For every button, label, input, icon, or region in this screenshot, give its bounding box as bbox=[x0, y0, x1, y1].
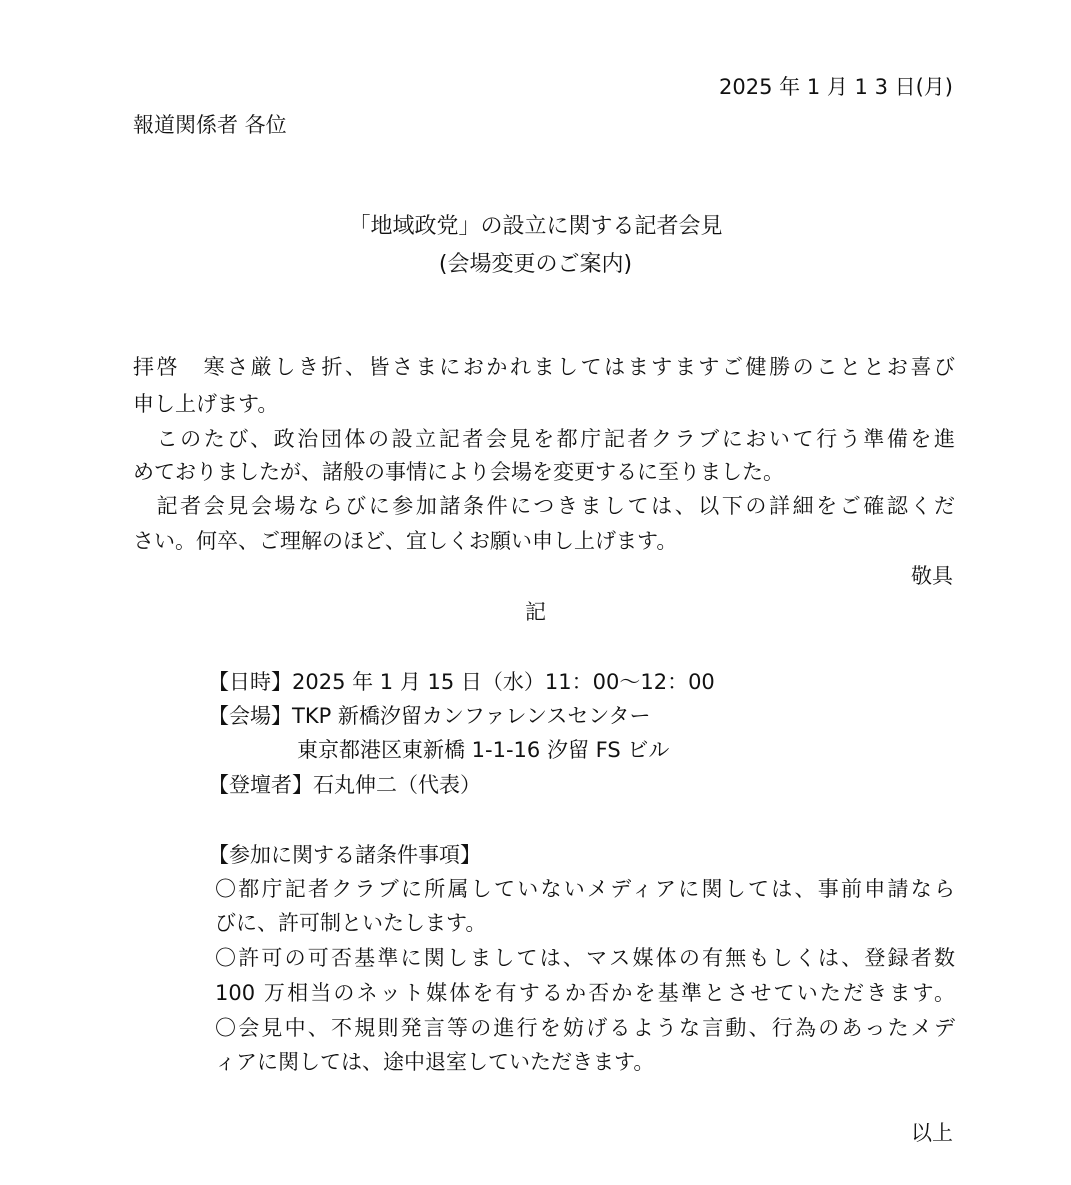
body-line: 申し上げます。 bbox=[133, 392, 279, 416]
body-line: めておりましたが、諸般の事情により会場を変更するに至りました。 bbox=[133, 460, 784, 484]
ki-marker: 記 bbox=[525, 600, 546, 624]
letter-subtitle: (会場変更のご案内) bbox=[438, 252, 633, 277]
condition-line: 〇会見中、不規則発言等の進行を妨げるような言動、行為のあったメデ bbox=[215, 1016, 955, 1040]
letter-recipient: 報道関係者 各位 bbox=[133, 113, 287, 137]
condition-line: 〇都庁記者クラブに所属していないメディアに関しては、事前申請なら bbox=[215, 877, 955, 901]
letter-date: 2025 年 1 月 1 3 日(月) bbox=[719, 75, 953, 99]
body-line: このたび、政治団体の設立記者会見を都庁記者クラブにおいて行う準備を進 bbox=[133, 427, 955, 451]
conditions-heading: 【参加に関する諸条件事項】 bbox=[208, 843, 481, 867]
detail-speaker: 【登壇者】石丸伸二（代表） bbox=[208, 773, 481, 797]
closing-ijo: 以上 bbox=[911, 1121, 953, 1145]
condition-line: 〇許可の可否基準に関しましては、マス媒体の有無もしくは、登録者数 bbox=[215, 946, 955, 970]
detail-venue: 【会場】TKP 新橋汐留カンファレンスセンター bbox=[208, 704, 651, 728]
body-line: さい。何卒、ご理解のほど、宜しくお願い申し上げます。 bbox=[133, 529, 678, 553]
letter-title: 「地域政党」の設立に関する記者会見 bbox=[348, 214, 723, 239]
condition-line: びに、許可制といたします。 bbox=[215, 911, 487, 935]
condition-line: 100 万相当のネット媒体を有するか否かを基準とさせていただきます。 bbox=[215, 981, 955, 1005]
body-line: 記者会見会場ならびに参加諸条件につきましては、以下の詳細をご確認くだ bbox=[133, 494, 955, 518]
body-line: 拝啓 寒さ厳しき折、皆さまにおかれましてはますますご健勝のこととお喜び bbox=[133, 355, 955, 379]
closing-keigu: 敬具 bbox=[911, 564, 953, 588]
detail-datetime: 【日時】2025 年 1 月 15 日（水）11：00～12：00 bbox=[208, 670, 715, 694]
condition-line: ィアに関しては、途中退室していただきます。 bbox=[215, 1050, 655, 1074]
detail-address: 東京都港区東新橋 1-1-16 汐留 FS ビル bbox=[297, 738, 670, 762]
